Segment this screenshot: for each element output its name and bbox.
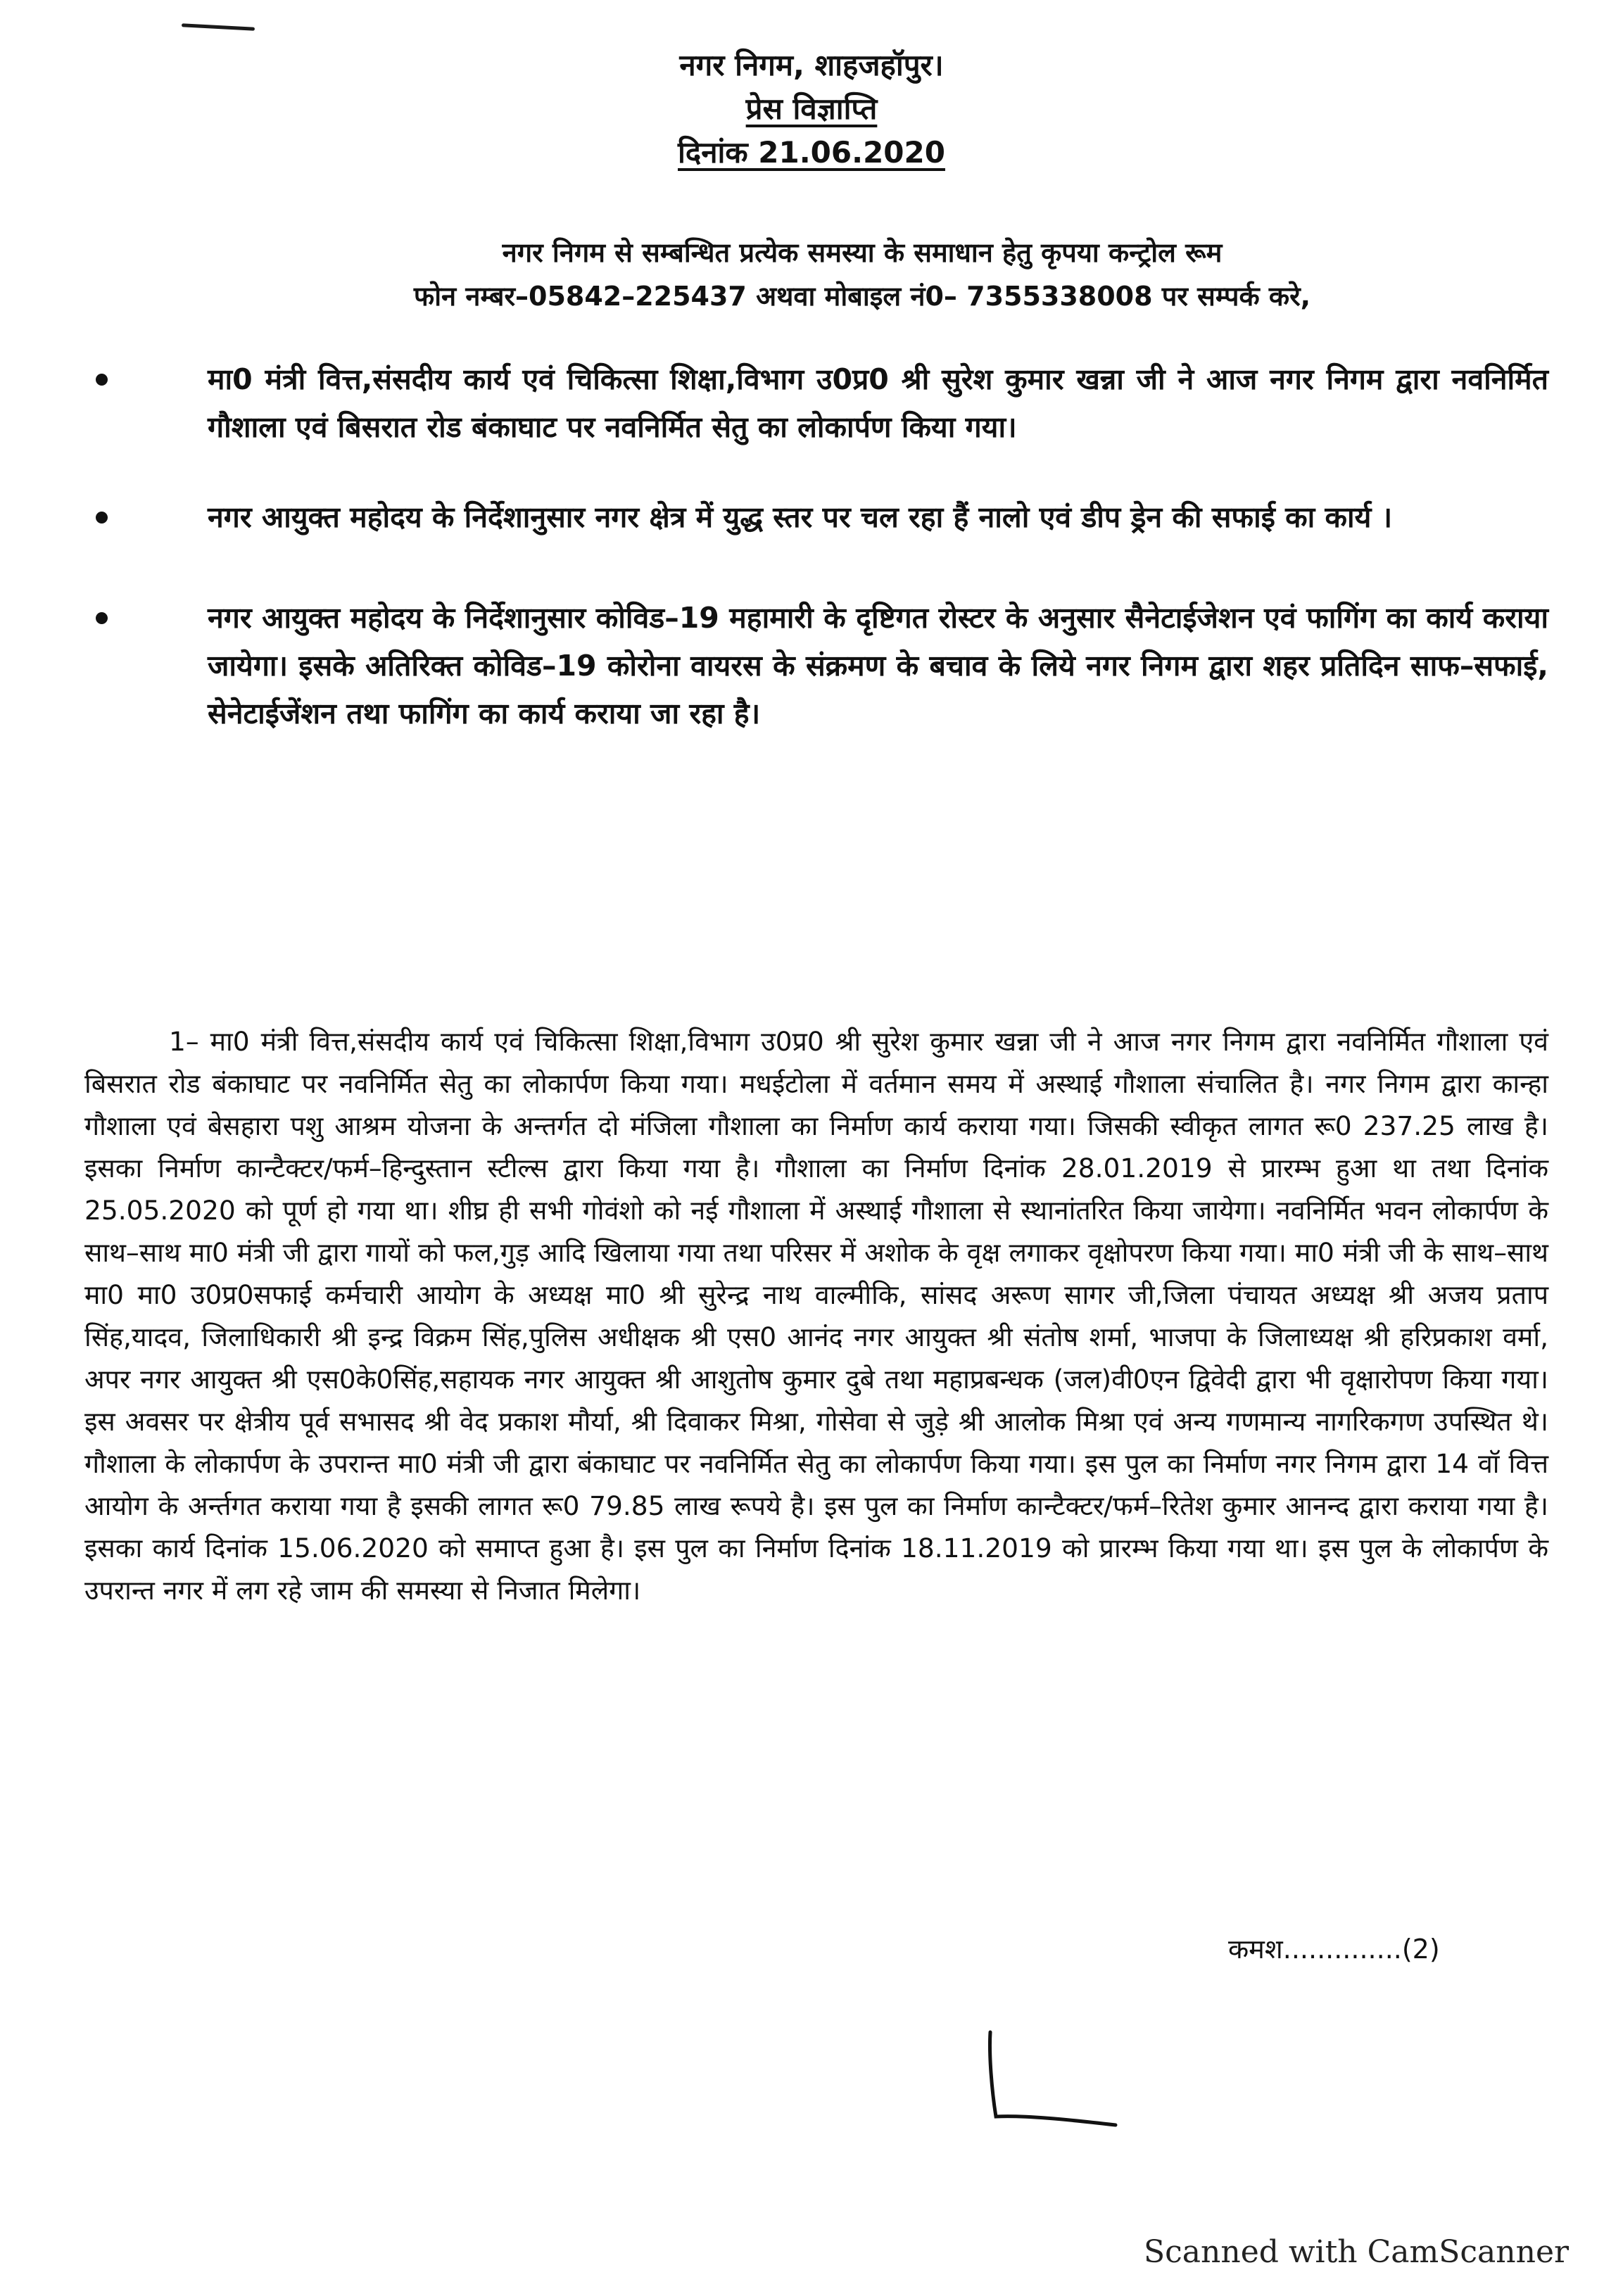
bullet-item [84, 594, 1548, 737]
bullet-dot-icon [96, 374, 108, 386]
header [0, 44, 1623, 175]
bullet-dot-icon [96, 612, 108, 624]
document-title: प्रेस विज्ञाप्ति [745, 91, 878, 126]
bullet-dot-icon [96, 512, 108, 524]
body-paragraph: 1– मा0 मंत्री वित्त,संसदीय कार्य एवं चिकित्सा शिक्षा,विभाग उ0प्र0 श्री सुरेश कुमार खन्ना जी ने आज नगर निगम द्वारा नवनिर्मित गौशाला एवं बिसरात रोड बंकाघाट पर नवनिर्मित सेतु का लोकार्पण किया गया। मधईटोला में वर्तमान समय में अस्थाई गौशाला संचालित है। नगर निगम द्वारा कान्हा गौशाला एवं बेसहारा पशु आश्रम योजना के अन्तर्गत दो मंजिला गौशाला का निर्माण कार्य कराया गया। जिसकी स्वीकृत लागत रू0 237.25 लाख है। इसका निर्माण कान्टैक्टर/फर्म–हिन्दुस्तान स्टील्स द्वारा किया गया है। गौशाला का निर्माण दिनांक 28.01.2019 से प्रारम्भ हुआ था तथा दिनांक 25.05.2020 को पूर्ण हो गया था। शीघ्र ही सभी गोवंशो को नई गौशाला में अस्थाई गौशाला से स्थानांतरित किया जायेगा। नवनिर्मित भवन लोकार्पण के साथ–साथ मा0 मंत्री जी द्वारा गायों को फल,गुड़ आदि खिलाया गया तथा परिसर में अशोक के वृक्ष लगाकर वृक्षोपरण किया गया। मा0 मंत्री जी के साथ–साथ मा0 मा0 उ0प्र0सफाई कर्मचारी आयोग के अध्यक्ष मा0 श्री सुरेन्द्र नाथ वाल्मीकि, सांसद अरूण सागर जी,जिला पंचायत अध्यक्ष श्री अजय प्रताप सिंह,यादव, जिलाधिकारी श्री इन्द्र विक्रम सिंह,पुलिस अधीक्षक श्री एस0 आनंद नगर आयुक्त श्री संतोष शर्मा, भाजपा के जिलाध्यक्ष श्री हरिप्रकाश वर्मा, अपर नगर आयुक्त श्री एस0के0सिंह,सहायक नगर आयुक्त श्री आशुतोष कुमार दुबे तथा महाप्रबन्धक (जल)वी0एन द्विवेदी द्वारा भी वृक्षारोपण किया गया। इस अवसर पर क्षेत्रीय पूर्व सभासद श्री वेद प्रकाश मौर्या, श्री दिवाकर मिश्रा, गोसेवा से जुड़े श्री आलोक मिश्रा एवं अन्य गणमान्य नागरिकगण उपस्थित थे। गौशाला के लोकार्पण के उपरान्त मा0 मंत्री जी द्वारा बंकाघाट पर नवनिर्मित सेतु का लोकार्पण किया गया। इस पुल का निर्माण नगर निगम द्वारा 14 वॉ वित्त आयोग के अर्न्तगत कराया गया है इसकी लागत रू0 79.85 लाख रूपये है। इस पुल का निर्माण कान्टैक्टर/फर्म–रितेश कुमार आनन्द द्वारा कराया गया है। इसका कार्य दिनांक 15.06.2020 को समाप्त हुआ है। इस पुल का निर्माण दिनांक 18.11.2019 को प्रारम्भ किया गया था। इस पुल के लोकार्पण के उपरान्त नगर में लग रहे जाम की समस्या से निजात मिलेगा। [84, 1026, 1548, 1606]
bullet-text: नगर आयुक्त महोदय के निर्देशानुसार कोविड–19 महामारी के दृष्टिगत रोस्टर के अनुसार सैनेटाईजेशन एवं फागिंग का कार्य कराया जायेगा। इसके अतिरिक्त कोविड–19 कोरोना वायरस के संक्रमण के बचाव के लिये नगर निगम द्वारा शहर प्रतिदिन साफ–सफाई, सेनेटाईजेंशन तथा फागिंग का कार्य कराया जा रहा है। [208, 601, 1548, 730]
bullet-text: नगर आयुक्त महोदय के निर्देशानुसार नगर क्षेत्र में युद्ध स्तर पर चल रहा हैं नालो एवं डीप ड्रेन की सफाई का कार्य । [208, 500, 1393, 534]
pen-mark [182, 23, 255, 30]
bullet-text: मा0 मंत्री वित्त,संसदीय कार्य एवं चिकित्सा शिक्षा,विभाग उ0प्र0 श्री सुरेश कुमार खन्ना जी ने आज नगर निगम द्वारा नवनिर्मित गौशाला एवं बिसरात रोड बंकाघाट पर नवनिर्मित सेतु का लोकार्पण किया गया। [208, 362, 1548, 444]
contact-notice [176, 231, 1548, 318]
scanner-watermark: Scanned with CamScanner [1144, 2234, 1570, 2270]
document-date: दिनांक 21.06.2020 [678, 135, 945, 170]
bullet-item [84, 355, 1548, 451]
contact-line-1: नगर निगम से सम्बन्धित प्रत्येक समस्या के समाधान हेतु कृपया कन्ट्रोल रूम [502, 237, 1223, 268]
contact-line-2: फोन नम्बर–05842–225437 अथवा मोबाइल नं0– 7355338008 पर सम्पर्क करे, [413, 281, 1311, 312]
signature [982, 2027, 1123, 2132]
org-name: नगर निगम, शाहजहॉपुर। [679, 48, 944, 82]
continued-marker: कमश..............(2) [1228, 1934, 1440, 1965]
bullet-list [84, 355, 1548, 737]
bullet-item [84, 493, 1548, 541]
